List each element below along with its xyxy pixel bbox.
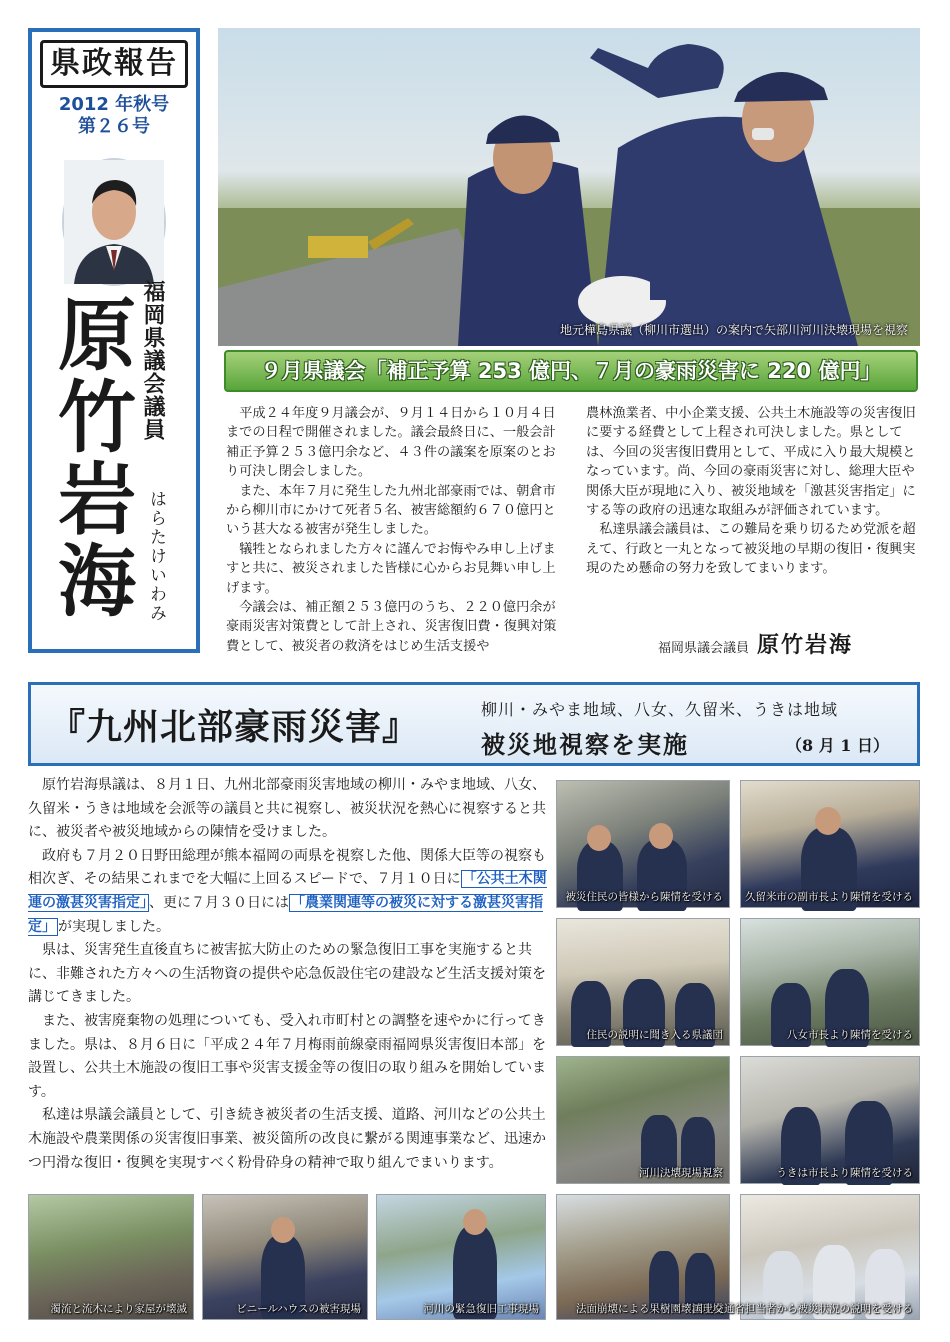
article1-paragraph: 犠牲となられました方々に謹んでお悔やみ申し上げますと共に、被災されました皆様に心からお見舞い申し上げます。 xyxy=(226,541,556,596)
photo-caption: 被災住民の皆様から陳情を受ける xyxy=(565,891,723,903)
article1-paragraph: 私達県議会議員は、この難局を乗り切るため党派を超えて、行政と一丸となって被災地の早期の復旧・復興実現のため懸命の努力を致してまいります。 xyxy=(586,522,916,577)
photo-petition-residents xyxy=(556,780,730,908)
signature-role: 福岡県議会議員 xyxy=(658,641,750,656)
article1-headline: ９月県議会「補正予算 253 億円、７月の豪雨災害に 220 億円」 xyxy=(224,350,918,392)
photo-destroyed-house xyxy=(28,1194,194,1320)
article1-paragraph: また、本年７月に発生した九州北部豪雨では、朝倉市から柳川市にかけて死者５名、被害総額約６７０億円という甚大なる被害が発生しました。 xyxy=(226,483,556,538)
signature xyxy=(658,628,853,659)
member-title: 福岡県議会議員 xyxy=(140,280,166,441)
photo-caption: 八女市長より陳情を受ける xyxy=(787,1029,913,1041)
photo-kurume-deputy-mayor xyxy=(740,780,920,908)
article2-paragraph: 原竹岩海県議は、８月１日、九州北部豪雨災害地域の柳川・みやま地域、八女、久留米・うきは地域を会派等の議員と共に視察し、被災状況を熱心に視察すると共に、被災者や被災地域からの陳情を受けました。 xyxy=(28,777,546,841)
article2-paragraph: また、被害廃棄物の処理についても、受入れ市町村との調整を速やかに行ってきました。県は、８月６日に「平成２４年７月梅雨前線豪雨福岡県災害復旧本部」を設置し、公共土木施設の復旧工事や災害支援金等の復旧の取り組みを開始しています。 xyxy=(28,1012,546,1100)
issue-info xyxy=(32,94,196,138)
section2-date: （8 月 1 日） xyxy=(786,736,889,755)
photo-yame-mayor xyxy=(740,918,920,1046)
photo-caption: 住民の説明に聞き入る県議団 xyxy=(586,1029,723,1041)
section2-title: 『九州北部豪雨災害』 xyxy=(49,706,420,748)
section2-header xyxy=(28,682,920,766)
photo-river-repair-works xyxy=(376,1194,546,1320)
article1-column-right xyxy=(586,404,920,579)
hero-caption: 地元樺島県議（柳川市選出）の案内で矢部川河川決壊現場を視察 xyxy=(559,323,908,337)
photo-caption: 久留米市の副市長より陳情を受ける xyxy=(745,891,913,903)
photo-caption: 濁流と流木により家屋が壊滅 xyxy=(50,1303,187,1315)
highlight-civil-works: 「公共土木関連の激甚災害指定」 xyxy=(28,871,547,911)
article2-paragraph: 県は、災害発生直後直ちに被害拡大防止のための緊急復旧工事を実施すると共に、非難された方々への生活物資の提供や応急仮設住宅の建設など生活支援対策を講じてきました。 xyxy=(28,942,546,1006)
issue-season: 2012 年秋号 xyxy=(58,94,170,115)
hero-photo xyxy=(218,28,920,346)
text-span: 、更に７月３０日には xyxy=(149,894,289,911)
article1-paragraph: 今議会は、補正額２５３億円のうち、２２０億円余が豪雨災害対策費として計上され、災害復旧費・復興対策費として、被災者の救済をはじめ生活支援や xyxy=(226,600,557,654)
article2-paragraph: 私達は県議会議員として、引き続き被災者の生活支援、道路、河川などの公共土木施設や農業関係の災害復旧事業、被災箇所の改良に繋がる関連事業など、迅速かつ円滑な復旧・復興を実現すべく粉骨砕身の精神で取り組んでまいります。 xyxy=(28,1107,546,1171)
signature-name: 原竹岩海 xyxy=(757,632,854,658)
section2-areas: 柳川・みやま地域、八女、久留米、うきは地域 xyxy=(481,700,839,719)
photo-caption: 法面崩壊による果樹園壊滅現場 xyxy=(576,1303,723,1315)
article1-paragraph: 農林漁業者、中小企業支援、公共土木施設等の災害復旧に要する経費として上程され可決しました。県としては、今回の災害復旧費用として、平成に入り最大規模となっています。尚、今回の豪雨災害に対し、総理大臣や関係大臣が現地に入り、被災地域を「激甚災害指定」にする等の政府の迅速な取組みが評価されています。 xyxy=(586,406,916,519)
photo-caption: 河川の緊急復旧工事現場 xyxy=(423,1303,539,1315)
photo-caption: うきは市長より陳情を受ける xyxy=(776,1167,913,1179)
member-name: 原竹岩海 xyxy=(45,294,136,622)
photo-caption: 国土交通省担当者から被災状況の説明を受ける xyxy=(692,1303,913,1315)
photo-ukiha-mayor xyxy=(740,1056,920,1184)
highlight-agriculture: 「農業関連等の被災に対する激甚災害指定」 xyxy=(28,894,543,935)
photo-greenhouse-damage xyxy=(202,1194,368,1320)
name-reading: はらたけいわみ xyxy=(146,490,166,623)
portrait-illustration xyxy=(64,160,164,284)
text-span: が実現しました。 xyxy=(58,918,170,935)
portrait-photo xyxy=(62,158,166,286)
article1-column-left xyxy=(226,404,558,656)
article1-paragraph: 平成２４年度９月議会が、９月１４日から１０月４日までの日程で開催されました。議会最終日に、一般会計補正予算２５３億円余など、４３件の議案を原案のとおり可決し閉会しました。 xyxy=(226,406,556,480)
photo-caption: ビニールハウスの被害現場 xyxy=(236,1303,361,1315)
hero-illustration xyxy=(218,28,920,346)
photo-caption: 河川決壊現場視察 xyxy=(639,1167,723,1179)
text-span: 政府も７月２０日野田総理が熊本福岡の両県を視察した他、関係大臣等の視察も相次ぎ、その結果これまでを大幅に上回るスピードで、７月１０日に xyxy=(28,847,546,888)
photo-mlit-briefing xyxy=(692,1194,920,1320)
newsletter-title: 県政報告 xyxy=(40,40,188,88)
article2-paragraph xyxy=(28,845,548,939)
profile-sidebar xyxy=(28,28,200,653)
article2-body xyxy=(28,774,548,1175)
issue-number: 第２６号 xyxy=(78,116,150,137)
section2-subtitle: 被災地視察を実施 xyxy=(481,730,689,759)
photo-resident-explanation xyxy=(556,918,730,1046)
photo-river-breach-site xyxy=(556,1056,730,1184)
